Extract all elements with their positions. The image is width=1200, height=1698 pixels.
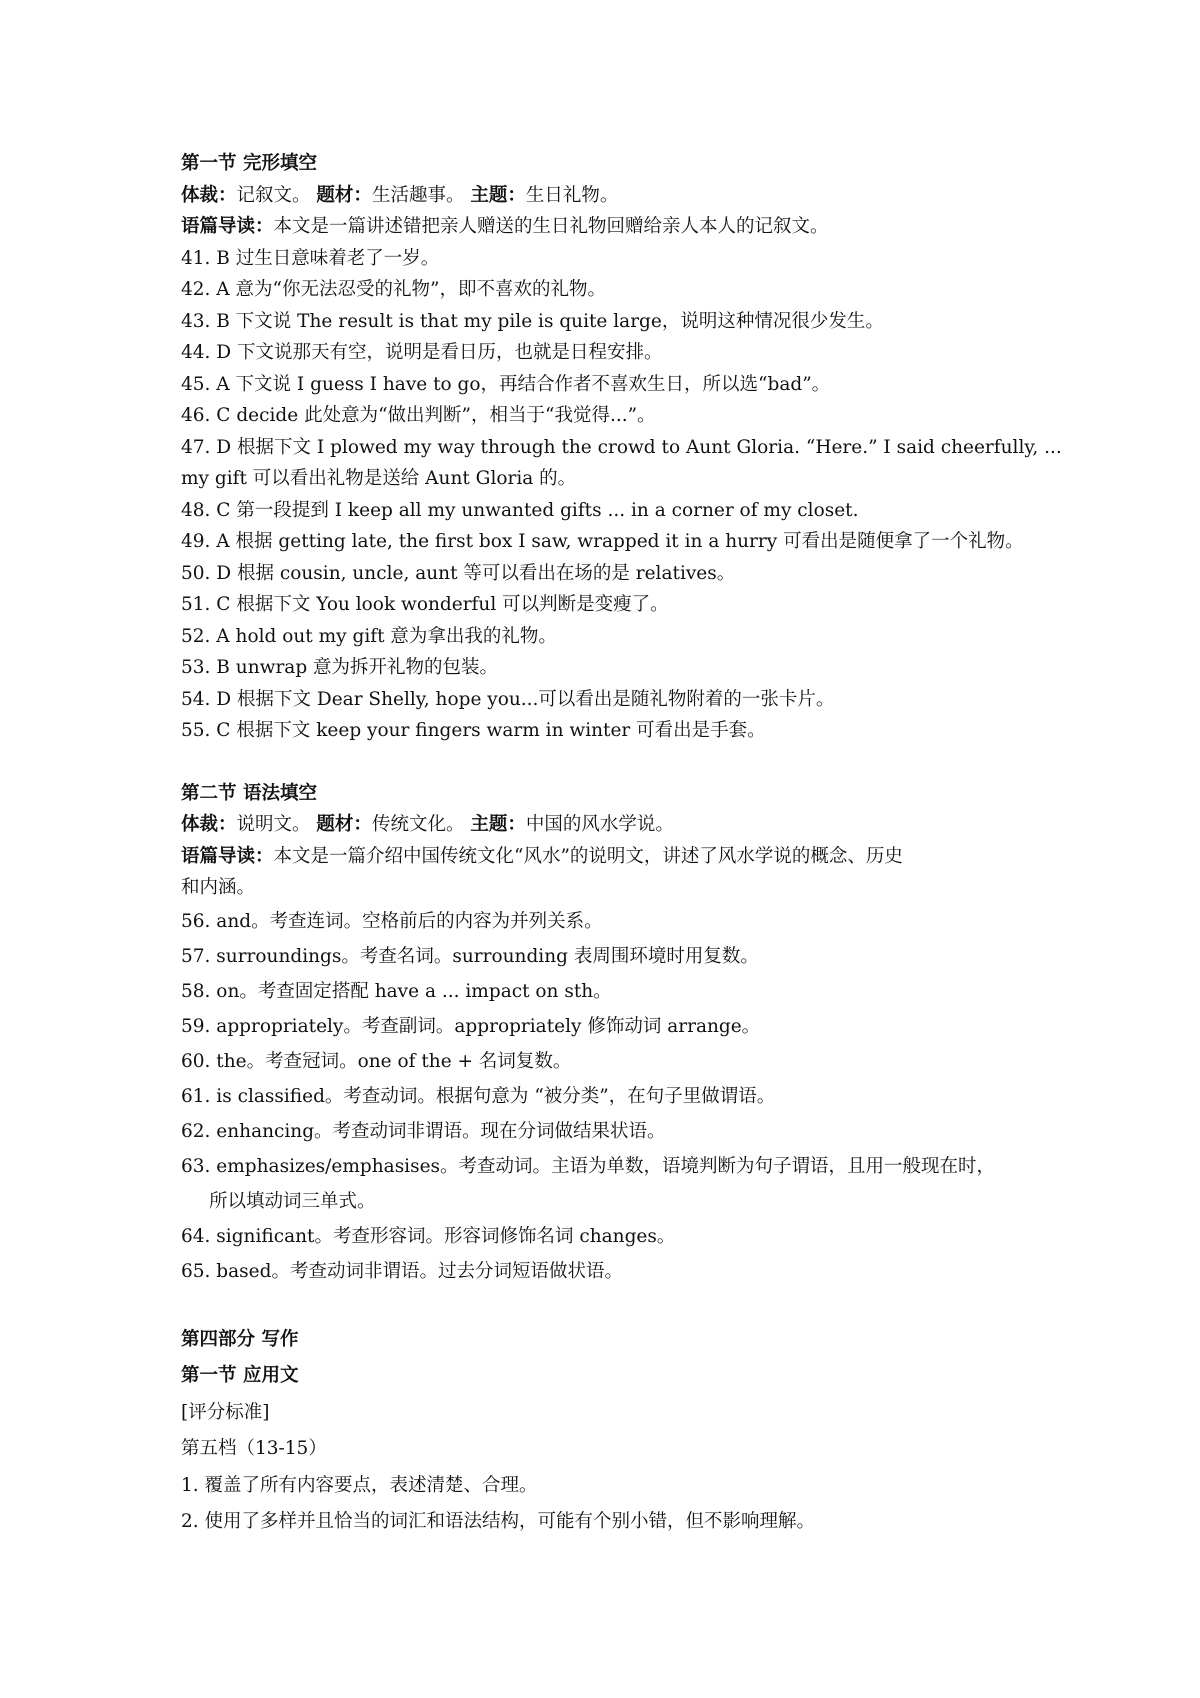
theme-value: 中国的风水学说。 [525, 814, 674, 835]
answer-item: 53. B unwrap 意为拆开礼物的包装。 [181, 657, 499, 678]
section-cloze [181, 148, 1062, 747]
answer-item: 57. surroundings。考查名词。surrounding 表周围环境时用复数。 [181, 945, 759, 967]
section-writing [181, 1322, 1041, 1541]
part-title: 第四部分 写作 [181, 1328, 299, 1350]
section-grammar [181, 778, 1041, 1289]
topic-label: 题材： [316, 814, 372, 835]
answer-item: 45. A 下文说 I guess I have to go，再结合作者不喜欢生日，所以选“bad”。 [181, 373, 831, 395]
answer-item: 48. C 第一段提到 I keep all my unwanted gifts ... in a corner of my closet. [181, 499, 859, 521]
meta-line [181, 809, 1041, 841]
genre-label: 体裁： [181, 184, 237, 206]
answer-item: 64. significant。考查形容词。形容词修饰名词 changes。 [181, 1225, 676, 1247]
guide-text: 本文是一篇介绍中国传统文化“风水”的说明文，讲述了风水学说的概念、历史 [273, 845, 903, 867]
answer-item: 58. on。考查固定搭配 have a ... impact on sth。 [181, 980, 612, 1002]
guide-text: 本文是一篇讲述错把亲人赠送的生日礼物回赠给亲人本人的记叙文。 [273, 216, 829, 237]
criteria-label: [评分标准] [181, 1401, 270, 1423]
guide-label: 语篇导读： [181, 845, 274, 867]
genre-label: 体裁： [181, 814, 237, 835]
answer-item: 41. B 过生日意味着老了一岁。 [181, 247, 440, 269]
answer-item: 61. is classified。考查动词。根据句意为 “被分类”，在句子里做谓语。 [181, 1085, 776, 1107]
criteria-item: 1. 覆盖了所有内容要点，表述清楚、合理。 [181, 1474, 538, 1496]
answer-item: 59. appropriately。考查副词。appropriately 修饰动词 arrange。 [181, 1015, 761, 1037]
answer-item: 46. C decide 此处意为“做出判断”，相当于“我觉得...”。 [181, 405, 656, 426]
answer-item-continued: my gift 可以看出礼物是送给 Aunt Gloria 的。 [181, 468, 577, 489]
answer-item: 65. based。考查动词非谓语。过去分词短语做状语。 [181, 1260, 623, 1282]
topic-value: 传统文化。 [371, 814, 465, 835]
guide-line [181, 211, 1041, 243]
meta-line [181, 180, 1041, 212]
topic-value: 生活趣事。 [371, 184, 465, 206]
answer-item-continued: 所以填动词三单式。 [209, 1190, 376, 1212]
guide-line [181, 841, 1041, 873]
answer-item: 62. enhancing。考查动词非谓语。现在分词做结果状语。 [181, 1120, 666, 1142]
theme-label: 主题： [470, 814, 526, 835]
guide-line-continued: 和内涵。 [181, 877, 256, 898]
genre-value: 说明文。 [236, 814, 311, 835]
answer-item: 51. C 根据下文 You look wonderful 可以判断是变瘦了。 [181, 594, 669, 615]
answer-item: 56. and。考查连词。空格前后的内容为并列关系。 [181, 910, 603, 932]
criteria-item: 2. 使用了多样并且恰当的词汇和语法结构，可能有个别小错，但不影响理解。 [181, 1511, 816, 1532]
theme-value: 生日礼物。 [525, 184, 619, 206]
theme-label: 主题： [470, 184, 526, 206]
answer-item: 49. A 根据 getting late, the first box I saw, wrapped it in a hurry 可看出是随便拿了一个礼物。 [181, 531, 1024, 552]
answer-item: 42. A 意为“你无法忍受的礼物”，即不喜欢的礼物。 [181, 279, 606, 300]
section-title: 第一节 完形填空 [181, 153, 317, 174]
answer-item: 54. D 根据下文 Dear Shelly, hope you...可以看出是随礼物附着的一张卡片。 [181, 688, 835, 710]
answer-item: 63. emphasizes/emphasises。考查动词。主语为单数，语境判断为句子谓语，且用一般现在时， [181, 1155, 996, 1177]
answer-item: 55. C 根据下文 keep your fingers warm in winter 可看出是手套。 [181, 720, 766, 741]
answer-item: 60. the。考查冠词。one of the + 名词复数。 [181, 1050, 572, 1072]
answer-item: 52. A hold out my gift 意为拿出我的礼物。 [181, 625, 557, 647]
level-label: 第五档（13-15） [181, 1438, 327, 1459]
document-page [181, 148, 1062, 1541]
genre-value: 记叙文。 [236, 184, 311, 206]
answer-item: 44. D 下文说那天有空，说明是看日历，也就是日程安排。 [181, 342, 663, 363]
section-title: 第一节 应用文 [181, 1365, 299, 1386]
answer-item: 43. B 下文说 The result is that my pile is quite large，说明这种情况很少发生。 [181, 310, 884, 332]
guide-label: 语篇导读： [181, 216, 274, 237]
section-title: 第二节 语法填空 [181, 782, 317, 804]
answer-item: 50. D 根据 cousin, uncle, aunt 等可以看出在场的是 relatives。 [181, 562, 736, 584]
topic-label: 题材： [316, 184, 372, 206]
answer-item: 47. D 根据下文 I plowed my way through the crowd to Aunt Gloria. “Here.” I said cheerfully, ... [181, 436, 1062, 458]
